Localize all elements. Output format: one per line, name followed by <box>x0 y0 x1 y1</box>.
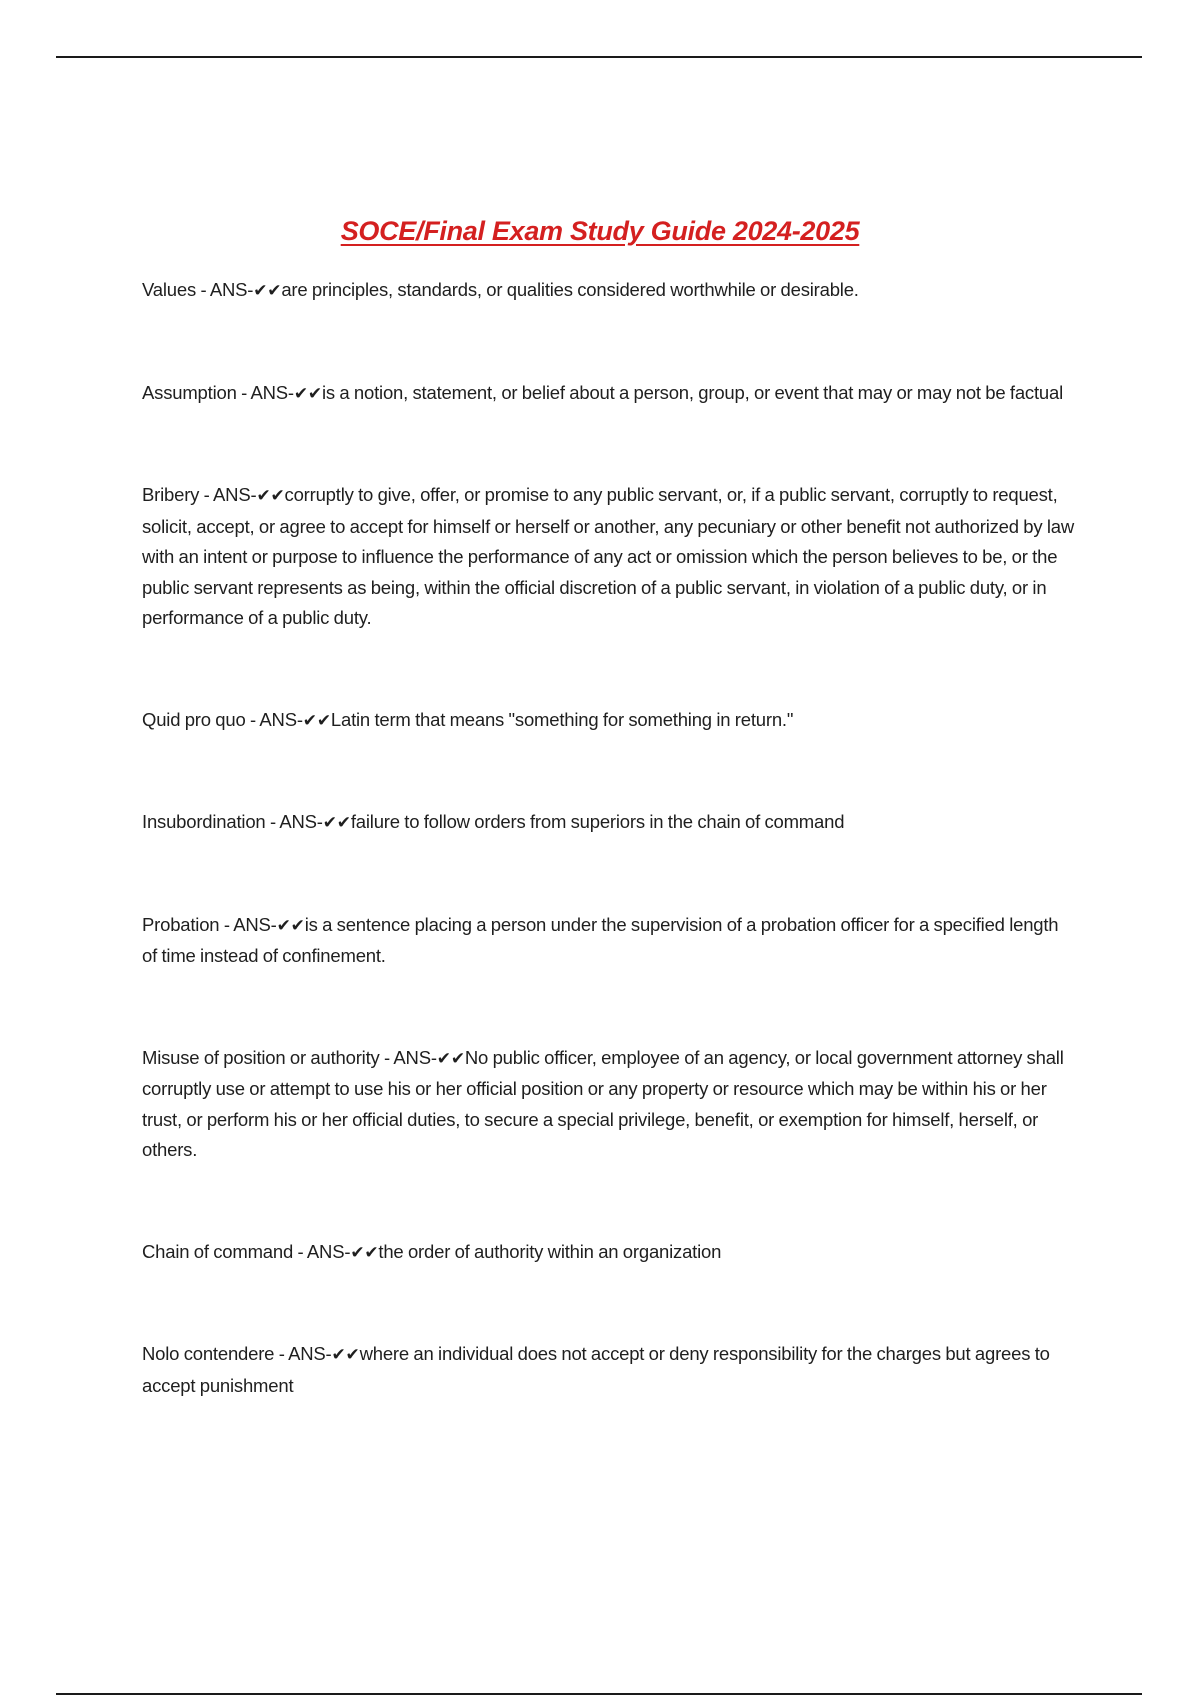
check-marks-icon: ✔✔ <box>350 1242 379 1263</box>
top-rule <box>56 56 1142 58</box>
entry-term: Assumption <box>142 381 237 403</box>
entry-values <box>142 275 1077 307</box>
entry-nolo-contendere <box>142 1339 1077 1401</box>
entry-term: Insubordination <box>142 811 266 832</box>
check-marks-icon: ✔✔ <box>322 813 351 833</box>
entry-assumption <box>142 378 1077 410</box>
check-marks-icon: ✔✔ <box>256 486 285 506</box>
entry-definition: Latin term that means "something for something in return." <box>330 708 794 730</box>
entry-definition: are principles, standards, or qualities considered worthwhile or desirable. <box>281 279 859 300</box>
entry-term: Bribery <box>142 484 200 505</box>
bottom-rule <box>56 1693 1142 1695</box>
entry-definition: failure to follow orders from superiors in the chain of command <box>350 811 845 832</box>
entry-definition: the order of authority within an organization <box>378 1240 722 1262</box>
answer-marker: - ANS- <box>200 279 254 300</box>
entry-term: Quid pro quo <box>142 708 246 730</box>
entry-insubordination <box>142 807 1077 839</box>
entry-definition: is a notion, statement, or belief about a person, group, or event that may or may not be factual <box>321 381 1064 403</box>
entry-definition: where an individual does not accept or deny responsibility for the charges but agrees to accept punishment <box>142 1343 1050 1396</box>
entry-definition: is a sentence placing a person under the supervision of a probation officer for a specified length of time instead of confinement. <box>142 913 1059 966</box>
entry-bribery <box>142 480 1077 634</box>
answer-marker: - ANS- <box>384 1046 437 1068</box>
answer-marker: - ANS- <box>269 811 323 832</box>
entry-term: Values <box>142 279 196 300</box>
entry-chain-of-command <box>142 1237 1077 1269</box>
entry-term: Probation <box>142 913 220 935</box>
page-title: SOCE/Final Exam Study Guide 2024-2025 <box>340 216 860 246</box>
check-marks-icon: ✔✔ <box>253 281 282 301</box>
answer-marker: - ANS- <box>241 381 294 403</box>
entry-definition: corruptly to give, offer, or promise to any public servant, or, if a public servant, corruptly to request, solicit, accept, or agree to accept for himself or herself or another, any pecuniary or other benefit not authorized by law with an intent or purpose to influence the performance of any act or omission which the person believes to be, or the public servant represents as being, within the official discretion of a public servant, in violation of a public duty, or in performance of a public duty. <box>142 484 1075 628</box>
entry-term: Nolo contendere <box>142 1343 275 1364</box>
check-marks-icon: ✔✔ <box>276 915 305 936</box>
entry-quid-pro-quo <box>142 705 1077 737</box>
entry-probation <box>142 910 1077 972</box>
check-marks-icon: ✔✔ <box>293 383 322 404</box>
entry-misuse-of-position <box>142 1043 1077 1166</box>
entry-term: Chain of command <box>142 1240 294 1262</box>
check-marks-icon: ✔✔ <box>331 1345 360 1365</box>
answer-marker: - ANS- <box>223 913 277 935</box>
check-marks-icon: ✔✔ <box>302 710 331 731</box>
answer-marker: - ANS- <box>203 484 257 505</box>
answer-marker: - ANS- <box>278 1343 332 1364</box>
check-marks-icon: ✔✔ <box>436 1048 465 1069</box>
study-guide-entries <box>142 275 1077 1472</box>
answer-marker: - ANS- <box>250 708 303 730</box>
entry-term: Misuse of position or authority <box>142 1046 380 1068</box>
entry-definition: No public officer, employee of an agency, or local government attorney shall corruptly use or attempt to use his or her official position or any property or resource which may be within his or her trust, or perform his or her official duties, to secure a special privilege, benefit, or exemption for himself, herself, or others. <box>142 1046 1064 1160</box>
answer-marker: - ANS- <box>297 1240 351 1262</box>
